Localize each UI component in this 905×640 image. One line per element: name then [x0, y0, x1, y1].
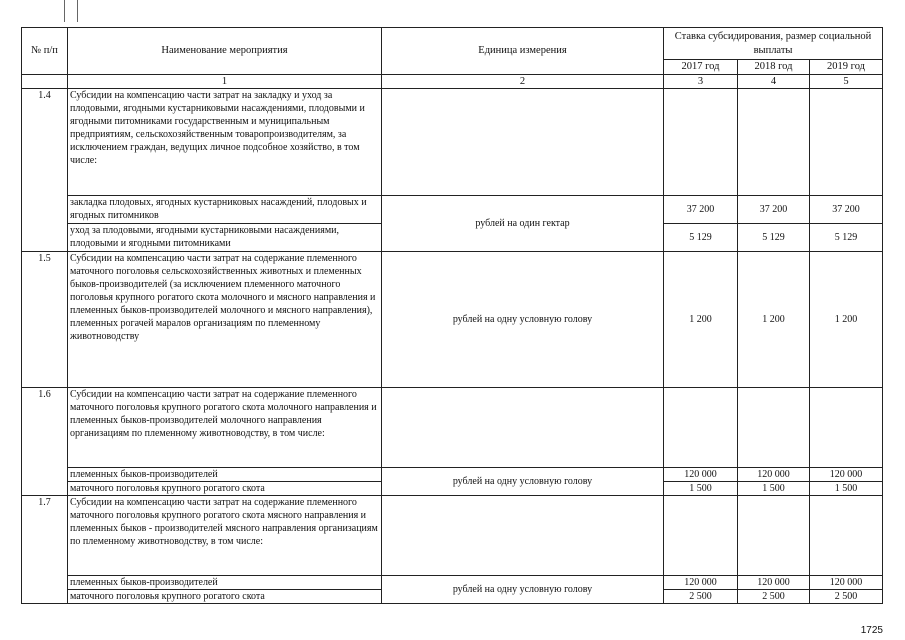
value-2018: 120 000: [738, 468, 810, 482]
value-2017: 1 200: [664, 252, 738, 388]
value-2017: 37 200: [664, 196, 738, 224]
sub-item-name: племенных быков-производителей: [68, 468, 382, 482]
sub-item-name: маточного поголовья крупного рогатого скота: [68, 482, 382, 496]
table-row: [22, 196, 883, 224]
unit-cell: [382, 89, 664, 196]
table-row: [22, 468, 883, 482]
unit-cell: рублей на одну условную голову: [382, 468, 664, 496]
header-year-2017: 2017 год: [664, 60, 738, 75]
value-cell: [810, 496, 883, 576]
colnum-2: 2: [382, 74, 664, 89]
value-2019: 2 500: [810, 590, 883, 604]
value-2017: 1 500: [664, 482, 738, 496]
binder-line: [77, 0, 78, 22]
value-2019: 1 200: [810, 252, 883, 388]
binder-line: [64, 0, 65, 22]
value-2017: 120 000: [664, 576, 738, 590]
row-number: 1.4: [22, 89, 68, 252]
value-cell: [810, 89, 883, 196]
value-2019: 5 129: [810, 224, 883, 252]
value-cell: [664, 388, 738, 468]
value-2018: 37 200: [738, 196, 810, 224]
sub-item-name: маточного поголовья крупного рогатого скота: [68, 590, 382, 604]
value-cell: [664, 89, 738, 196]
table-row: [22, 576, 883, 590]
value-cell: [738, 496, 810, 576]
value-2018: 2 500: [738, 590, 810, 604]
unit-cell: рублей на один гектар: [382, 196, 664, 252]
value-2019: 1 500: [810, 482, 883, 496]
table-row: [22, 388, 883, 468]
row-number: 1.5: [22, 252, 68, 388]
unit-cell: рублей на одну условную голову: [382, 576, 664, 604]
colnum-1: 1: [68, 74, 382, 89]
sub-item-name: уход за плодовыми, ягодными кустарниковыми насаждениями, плодовыми и ягодными питомниками: [68, 224, 382, 252]
value-cell: [738, 388, 810, 468]
colnum-3: 3: [664, 74, 738, 89]
header-num: № п/п: [22, 28, 68, 75]
header-year-2019: 2019 год: [810, 60, 883, 75]
sub-item-name: закладка плодовых, ягодных кустарниковых насаждений, плодовых и ягодных питомников: [68, 196, 382, 224]
table-row: [22, 252, 883, 388]
value-2018: 1 200: [738, 252, 810, 388]
row-title: Субсидии на компенсацию части затрат на содержание племенного маточного поголовья крупного рогатого скота мясного направления и племенных быков - производителей мясного направления организациям по племенному животноводству, в том числе:: [68, 496, 382, 576]
unit-cell: рублей на одну условную голову: [382, 252, 664, 388]
value-2019: 37 200: [810, 196, 883, 224]
colnum-blank: [22, 74, 68, 89]
unit-cell: [382, 388, 664, 468]
value-cell: [810, 388, 883, 468]
header-year-2018: 2018 год: [738, 60, 810, 75]
column-numbers-row: [22, 74, 883, 89]
sub-item-name: племенных быков-производителей: [68, 576, 382, 590]
value-cell: [738, 89, 810, 196]
row-title: Субсидии на компенсацию части затрат на содержание племенного маточного поголовья крупного рогатого скота молочного направления и племенных быков-производителей молочного направления организациям по племенному животноводству, в том числе:: [68, 388, 382, 468]
header-rate: Ставка субсидирования, размер социальной выплаты: [664, 28, 883, 60]
header-name: Наименование мероприятия: [68, 28, 382, 75]
table-row: [22, 496, 883, 576]
header-row: [22, 28, 883, 60]
row-number: 1.7: [22, 496, 68, 604]
row-title: Субсидии на компенсацию части затрат на закладку и уход за плодовыми, ягодными кустарниковыми насаждениями, плодовыми и ягодными питомниками государственным и муниципальным предприятиям, сельскохозяйственным товаропроизводителям, за исключением граждан, ведущих личное подсобное хозяйство, в том числе:: [68, 89, 382, 196]
page-number: 1725: [860, 625, 883, 636]
subsidy-table: [21, 27, 883, 604]
value-2018: 5 129: [738, 224, 810, 252]
value-2019: 120 000: [810, 468, 883, 482]
unit-cell: [382, 496, 664, 576]
value-cell: [664, 496, 738, 576]
row-number: 1.6: [22, 388, 68, 496]
colnum-4: 4: [738, 74, 810, 89]
value-2017: 2 500: [664, 590, 738, 604]
value-2018: 1 500: [738, 482, 810, 496]
value-2017: 120 000: [664, 468, 738, 482]
table-row: [22, 89, 883, 196]
value-2018: 120 000: [738, 576, 810, 590]
colnum-5: 5: [810, 74, 883, 89]
value-2017: 5 129: [664, 224, 738, 252]
value-2019: 120 000: [810, 576, 883, 590]
row-title: Субсидии на компенсацию части затрат на содержание племенного маточного поголовья сельскохозяйственных животных и племенных быков-производителей (за исключением племенного маточного поголовья крупного рогатого скота молочного и мясного направления и племенных быков-производителей молочного и мясного направления), племенных рогачей маралов организациям по племенному животноводству: [68, 252, 382, 388]
header-unit: Единица измерения: [382, 28, 664, 75]
